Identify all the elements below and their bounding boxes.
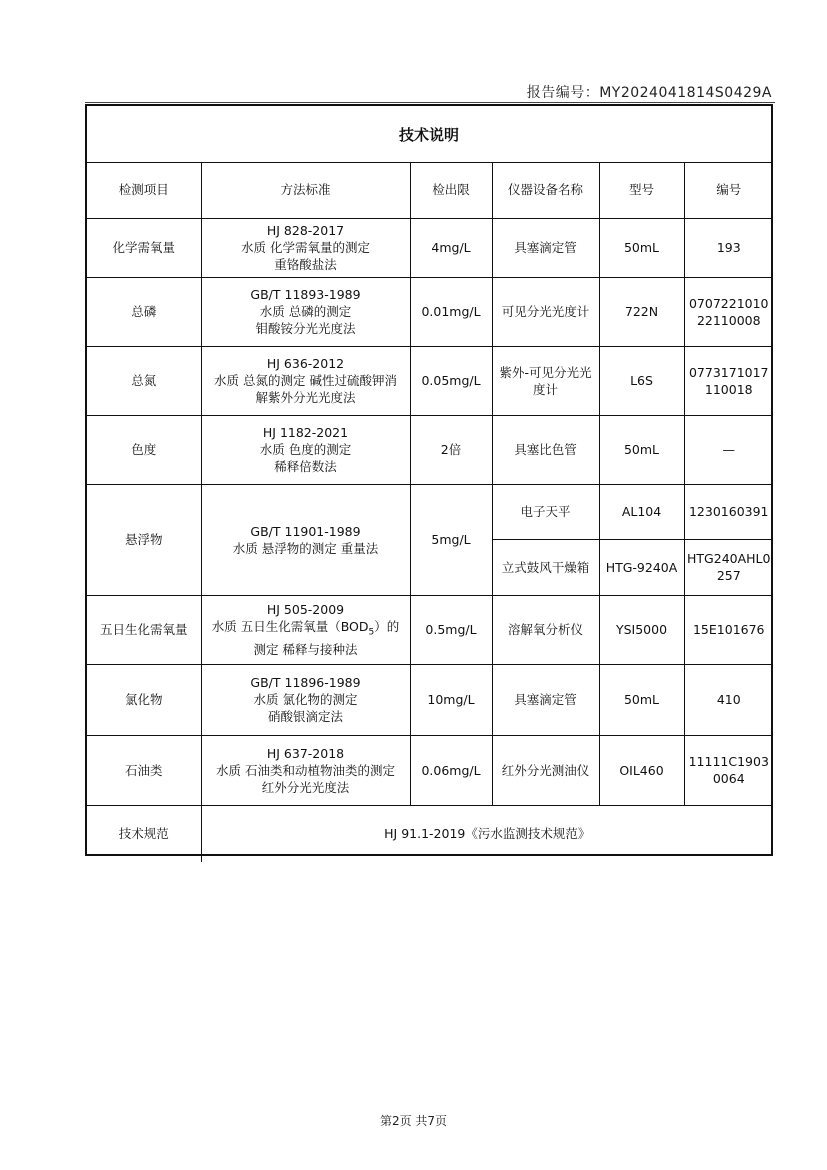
- technical-notes-table-frame: [85, 104, 773, 856]
- number-text: HTG240AHL0257: [687, 551, 771, 583]
- limit-cell: 0.06mg/L: [410, 735, 492, 805]
- model-cell: L6S: [599, 346, 684, 415]
- instrument-cell: 红外分光测油仪: [492, 735, 599, 805]
- header-limit: 检出限: [410, 162, 492, 218]
- number-text: 11111C19030064: [688, 754, 769, 786]
- item-cell: 总氮: [87, 346, 201, 415]
- spec-label: 技术规范: [87, 805, 201, 862]
- method-line: HJ 828-2017: [266, 223, 345, 238]
- table-row: [87, 735, 773, 805]
- item-cell: 石油类: [87, 735, 201, 805]
- method-cell: [201, 595, 410, 664]
- method-line: 水质 总氮的测定 碱性过硫酸钾消: [214, 373, 397, 388]
- header-method: 方法标准: [201, 162, 410, 218]
- table-row: [87, 595, 773, 664]
- model-cell: HTG-9240A: [599, 539, 684, 595]
- instrument-cell: [492, 346, 599, 415]
- method-cell: [201, 218, 410, 277]
- number-cell: 410: [684, 664, 773, 735]
- table-row: [87, 664, 773, 735]
- table-row: [87, 346, 773, 415]
- instrument-cell: 具塞滴定管: [492, 664, 599, 735]
- method-line: 水质 石油类和动植物油类的测定: [216, 762, 395, 778]
- method-line: 重铬酸盐法: [274, 257, 337, 272]
- instrument-cell: 立式鼓风干燥箱: [492, 539, 599, 595]
- number-cell: [684, 539, 773, 595]
- header-row: [87, 162, 773, 218]
- header-number: 编号: [684, 162, 773, 218]
- limit-cell: 0.01mg/L: [410, 277, 492, 346]
- method-line: HJ 637-2018: [266, 745, 345, 761]
- method-line: 红外分光光度法: [261, 779, 350, 795]
- page-footer: 第2页 共7页: [379, 1114, 448, 1128]
- method-line: GB/T 11901-1989: [250, 523, 361, 539]
- number-cell: 1230160391: [684, 484, 773, 539]
- method-line: GB/T 11896-1989: [250, 675, 361, 690]
- table-row: [87, 484, 773, 539]
- item-cell: 化学需氧量: [87, 218, 201, 277]
- number-cell: [684, 218, 773, 277]
- method-line: 水质 色度的测定: [259, 442, 352, 457]
- method-line: [204, 618, 408, 642]
- method-cell: [201, 277, 410, 346]
- method-cell: [201, 484, 410, 595]
- number-cell: [684, 277, 773, 346]
- instrument-cell: 电子天平: [492, 484, 599, 539]
- method-line: 水质 氯化物的测定: [253, 692, 358, 707]
- spec-value: HJ 91.1-2019《污水监测技术规范》: [201, 805, 773, 862]
- table-title: 技术说明: [87, 106, 771, 163]
- item-cell: 五日生化需氧量: [87, 595, 201, 664]
- table-row: [87, 415, 773, 484]
- method-line: 水质 化学需氧量的测定: [241, 240, 370, 255]
- method-line: HJ 505-2009: [266, 601, 345, 617]
- report-number: 报告编号：MY2024041814S0429A: [526, 85, 772, 101]
- method-line: 硝酸银滴定法: [267, 709, 343, 724]
- number-text: 070722101022110008: [688, 295, 769, 328]
- instrument-cell: 溶解氧分析仪: [492, 595, 599, 664]
- number-cell: [684, 346, 773, 415]
- method-line: 稀释倍数法: [274, 459, 337, 474]
- method-line: GB/T 11893-1989: [250, 287, 361, 302]
- number-cell: [684, 735, 773, 805]
- method-line: 水质 悬浮物的测定 重量法: [232, 540, 379, 556]
- number-text: 0773171017110018: [688, 364, 769, 397]
- header-model: 型号: [599, 162, 684, 218]
- number-cell: —: [684, 415, 773, 484]
- item-cell: 色度: [87, 415, 201, 484]
- method-cell: [201, 664, 410, 735]
- method-line: 解紫外分光光度法: [255, 390, 356, 405]
- header-rule: [85, 102, 775, 103]
- header-item: 检测项目: [87, 162, 201, 218]
- model-cell: 722N: [599, 277, 684, 346]
- model-cell: 50mL: [599, 664, 684, 735]
- instrument-text: 紫外-可见分光光度计: [499, 364, 592, 397]
- number-cell: 15E101676: [684, 595, 773, 664]
- method-cell: [201, 415, 410, 484]
- model-cell: 50mL: [599, 218, 684, 277]
- method-line: 水质 总磷的测定: [259, 304, 352, 319]
- instrument-cell: 具塞滴定管: [492, 218, 599, 277]
- table-row: [87, 218, 773, 277]
- instrument-cell: 具塞比色管: [492, 415, 599, 484]
- model-cell: AL104: [599, 484, 684, 539]
- technical-notes-table: [87, 162, 773, 862]
- method-cell: [201, 346, 410, 415]
- limit-cell: 0.05mg/L: [410, 346, 492, 415]
- method-subscript: 5: [368, 627, 375, 638]
- model-cell: 50mL: [599, 415, 684, 484]
- limit-cell: 10mg/L: [410, 664, 492, 735]
- model-cell: OIL460: [599, 735, 684, 805]
- table-row: [87, 277, 773, 346]
- header-instrument: 仪器设备名称: [492, 162, 599, 218]
- method-line: 钼酸铵分光光度法: [255, 321, 356, 336]
- limit-cell: 0.5mg/L: [410, 595, 492, 664]
- spec-row: [87, 805, 773, 862]
- method-line: HJ 636-2012: [266, 356, 345, 371]
- method-line: 测定 稀释与接种法: [253, 642, 358, 658]
- instrument-cell: 可见分光光度计: [492, 277, 599, 346]
- item-cell: 总磷: [87, 277, 201, 346]
- limit-cell: 2倍: [410, 415, 492, 484]
- number-text: 193: [716, 240, 741, 255]
- item-cell: 氯化物: [87, 664, 201, 735]
- limit-cell: 5mg/L: [410, 484, 492, 595]
- model-cell: YSI5000: [599, 595, 684, 664]
- method-cell: [201, 735, 410, 805]
- item-cell: 悬浮物: [87, 484, 201, 595]
- method-text: 水质 五日生化需氧量（BOD: [211, 618, 369, 634]
- method-text: ）的: [374, 618, 400, 634]
- limit-cell: 4mg/L: [410, 218, 492, 277]
- method-line: HJ 1182-2021: [262, 425, 349, 440]
